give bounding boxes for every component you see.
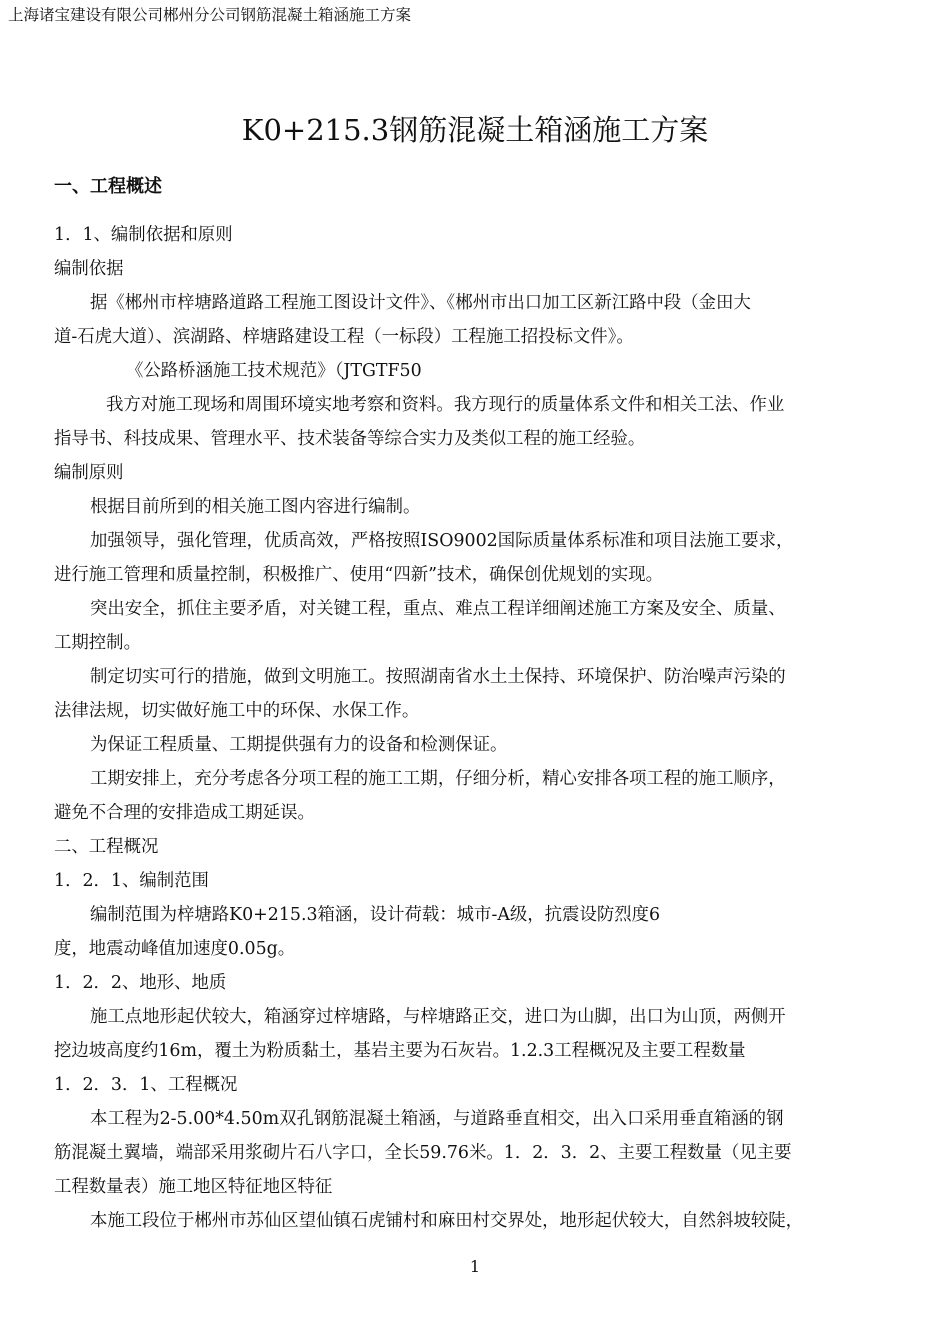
- paragraph-line: 本施工段位于郴州市苏仙区望仙镇石虎铺村和麻田村交界处，地形起伏较大，自然斜坡较陡，: [90, 1211, 804, 1231]
- paragraph-line: 工期安排上，充分考虑各分项工程的施工工期，仔细分析，精心安排各项工程的施工顺序，: [90, 769, 786, 789]
- paragraph-line: 进行施工管理和质量控制，积极推广、使用“四新”技术，确保创优规划的实现。: [54, 565, 664, 585]
- paragraph-line: 避免不合理的安排造成工期延误。: [54, 803, 315, 823]
- paragraph-line: 据《郴州市梓塘路道路工程施工图设计文件》、《郴州市出口加工区新江路中段（金田大: [90, 293, 751, 313]
- paragraph-line: 工期控制。: [54, 633, 141, 653]
- paragraph-line: 编制范围为梓塘路K0+215.3箱涵，设计荷载：城市-A级，抗震设防烈度6: [90, 905, 661, 925]
- document-body: [54, 218, 910, 1238]
- running-header: 上海诸宝建设有限公司郴州分公司钢筋混凝土箱涵施工方案: [8, 6, 412, 24]
- paragraph-line: 筋混凝土翼墙，端部采用浆砌片石八字口，全长59.76米。1．2．3．2、主要工程数量（见主要: [54, 1143, 792, 1163]
- paragraph-line: 道-石虎大道）、滨湖路、梓塘路建设工程（一标段）工程施工招投标文件》。: [54, 327, 634, 347]
- paragraph-line: 为保证工程质量、工期提供强有力的设备和检测保证。: [90, 735, 508, 755]
- paragraph-line: 工程数量表）施工地区特征地区特征: [54, 1177, 333, 1197]
- section-heading: 一、工程概述: [54, 176, 162, 197]
- section-heading-2: 二、工程概况: [54, 837, 159, 857]
- subsection-heading: 1．2．3．1、工程概况: [54, 1075, 238, 1095]
- paragraph-line: 施工点地形起伏较大，箱涵穿过梓塘路，与梓塘路正交，进口为山脚，出口为山顶，两侧开: [90, 1007, 786, 1027]
- paragraph-line: 加强领导，强化管理，优质高效，严格按照ISO9002国际质量体系标准和项目法施工要求，: [90, 531, 794, 551]
- document-title: K0+215.3钢筋混凝土箱涵施工方案: [241, 113, 709, 147]
- paragraph-line: 指导书、科技成果、管理水平、技术装备等综合实力及类似工程的施工经验。: [54, 429, 646, 449]
- paragraph-line: 我方对施工现场和周围环境实地考察和资料。我方现行的质量体系文件和相关工法、作业: [106, 395, 785, 415]
- subsection-heading: 1．2．2、地形、地质: [54, 973, 227, 993]
- paragraph-line: 突出安全，抓住主要矛盾，对关键工程，重点、难点工程详细阐述施工方案及安全、质量、: [90, 599, 786, 619]
- subsection-heading: 1．1、编制依据和原则: [54, 225, 233, 245]
- page-number: 1: [469, 1257, 481, 1276]
- paragraph-line: 法律法规，切实做好施工中的环保、水保工作。: [54, 701, 420, 721]
- paragraph-heading: 编制原则: [54, 463, 124, 483]
- paragraph-line: 本工程为2-5.00*4.50m双孔钢筋混凝土箱涵，与道路垂直相交，出入口采用垂直箱涵的钢: [90, 1109, 784, 1129]
- paragraph-line: 制定切实可行的措施，做到文明施工。按照湖南省水土土保持、环境保护、防治噪声污染的: [90, 667, 786, 687]
- subsection-heading: 1．2．1、编制范围: [54, 871, 209, 891]
- paragraph-heading: 编制依据: [54, 259, 124, 279]
- paragraph-line: 根据目前所到的相关施工图内容进行编制。: [90, 497, 421, 517]
- paragraph-line: 《公路桥涵施工技术规范》（JTGTF50: [126, 361, 422, 381]
- paragraph-line: 度，地震动峰值加速度0.05g。: [54, 939, 296, 959]
- paragraph-line: 挖边坡高度约16m，覆土为粉质黏土，基岩主要为石灰岩。1.2.3工程概况及主要工程数量: [54, 1041, 746, 1061]
